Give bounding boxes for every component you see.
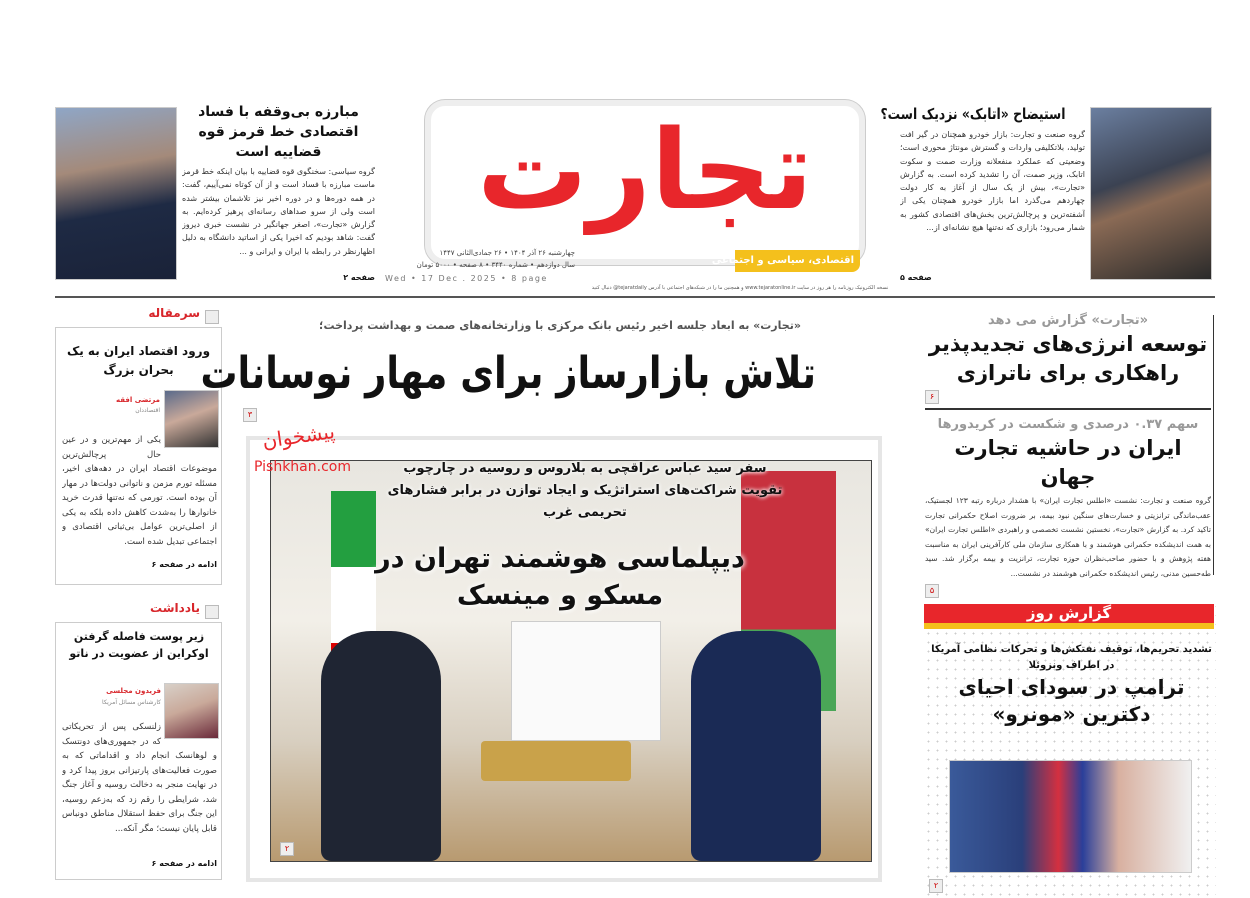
photo-story-page[interactable]: ۲ <box>280 842 294 856</box>
editorial-section-marker <box>205 310 219 324</box>
lead-kicker <box>250 318 870 334</box>
top-right-title-text: استیضاح «اتابک» نزدیک است؟ <box>880 105 1066 123</box>
top-right-story <box>880 104 1085 284</box>
top-right-title[interactable] <box>880 104 1085 124</box>
top-left-body: گروه سیاسی: سخنگوی قوه قضاییه با بیان اینکه خط قرمز ماست مبارزه با فساد است و از آن کوتاه نمی‌آییم، گفت: در همه دوره‌ها و در دوره اخیر نیز تلاشمان بیشتر شده است ولی از سرو صداهای رسانه‌ای پرهیز کرده‌ایم. به گزارش «تجارت»، اصغر جهانگیر در نشست خبری دیروز گفت: شاهد بودیم که اخیرا یکی از اساتید دانشگاه به دلیل اظهارنظر در رابطه با ایران و ایرانی و ... <box>182 167 375 256</box>
note-body-text: زلنسکی پس از تحریکاتی که در جمهوری‌های دونتسک و لوهانسک انجام داد و اقداماتی که به صورت فعالیت‌های پارتیزانی بروز پیدا کرد و در نهایت منجر به دخالت روسیه و آغاز جنگ شد، شرایطی را رقم زد که به‌زعم روسیه، این جنگ برای حفظ استقلال مناطق دونباس قابل پایان نیست؛ مگر آنکه... <box>62 722 217 834</box>
masthead-divider <box>55 296 1215 298</box>
lead-kicker-text: «تجارت» به ابعاد جلسه اخیر رئیس بانک مرکزی با وزارتخانه‌های صمت و بهداشت پرداخت؛ <box>319 319 801 332</box>
note-title[interactable]: زیر پوست فاصله گرفتن اوکراین از عضویت در ناتو <box>69 630 209 660</box>
note-author-role: کارشناس مسائل آمریکا <box>102 699 161 706</box>
right-column <box>925 312 1211 598</box>
report-kicker1 <box>929 642 1214 658</box>
issue-fa: سال دوازدهم • شماره ۳۴۴۰ • ۸ صفحه • ۵۰۰۰ تومان <box>416 261 575 269</box>
photo-story-frame <box>246 436 882 882</box>
note-box <box>55 622 222 880</box>
report-photo <box>949 760 1192 873</box>
table <box>481 741 631 781</box>
note-more[interactable]: ادامه در صفحه ۶ <box>151 859 217 868</box>
right1-headline[interactable] <box>925 330 1211 388</box>
lead-headline-text: تلاش بازارساز برای مهار نوسانات <box>200 348 816 399</box>
fireplace <box>511 621 661 741</box>
right2-headline[interactable]: ایران در حاشیه تجارت جهان <box>954 436 1182 489</box>
watermark-en: Pishkhan.com <box>254 459 351 475</box>
report-kicker2: در اطراف ونزوئلا <box>1028 660 1115 671</box>
report-text <box>929 642 1214 728</box>
top-left-title[interactable]: مبارزه بی‌وقفه با فساد اقتصادی خط قرمز قوه قضاییه است <box>198 104 359 160</box>
watermark <box>252 419 372 485</box>
tagline: اقتصادی، سیاسی و اجتماعی <box>711 255 854 266</box>
report-box <box>924 602 1216 898</box>
watermark-fa: پیشخوان <box>260 419 337 453</box>
top-right-page[interactable]: صفحه ۵ <box>900 273 932 282</box>
note-author: فریدون مجلسی <box>106 687 161 695</box>
note-body <box>62 720 217 853</box>
right-divider <box>925 408 1211 410</box>
right1-page[interactable]: ۶ <box>925 390 939 404</box>
right2-body: گروه صنعت و تجارت: نشست «اطلس تجارت ایران» با هشدار درباره رتبه ۱۲۳ لجستیک، عقب‌ماندگی ترانزیتی و خسارت‌های سنگین نبود بیمه، بر ضرورت اصلاح حکمرانی تجارت تاکید کرد. به گزارش «تجارت»، نخستین نشست تخصصی و راهبردی «اطلس تجارت ایران» به همت اندیشکده حکمرانی هوشمند و با همکاری سازمان ملی کارآفرینی ایران به مناسبت هفته پژوهش و با حضور صاحب‌نظران حوزه تجارت، ترانزیت و بیمه برگزار شد. سید طه‌حسین مدنی، رئیس اندیشکده حکمرانی هوشمند در نشست... <box>925 496 1211 578</box>
note-section: یادداشت <box>150 601 200 615</box>
person-left <box>321 631 441 861</box>
lead-page[interactable]: ۳ <box>243 408 257 422</box>
report-page[interactable]: ۲ <box>929 879 943 893</box>
report-kicker1-text: تشدید تحریم‌ها، توقیف نفتکش‌ها و تحرکات نظامی آمریکا <box>931 644 1212 655</box>
web-note-text: نسخه الکترونیک روزنامه را هر روز در سایت www.tejaratonline.ir و همچنین ما را در شبکه‌های اجتماعی با آدرس tejaratdaily@ دنبال کنید <box>591 285 889 291</box>
top-right-body: گروه صنعت و تجارت: بازار خودرو همچنان در گیر افت تولید، بلاتکلیفی واردات و گسترش مونتاژ محوری است؛ وضعیتی که عملکرد منفعلانه وزارت صمت و سکوت اتابک، وزیر صمت، آن را تشدید کرده است. به گزارش «تجارت»، بیش از یک سال از آغاز به کار دولت چهاردهم می‌گذرد اما بازار خودرو همچنان یکی از آشفته‌ترین و پرچالش‌ترین بخش‌های اقتصادی کشور به شمار می‌رود؛ بازاری که نه‌تنها هیچ نشانه‌ای از... <box>900 130 1085 233</box>
photo-story-headline[interactable]: دیپلماسی هوشمند تهران در مسکو و مینسک <box>375 543 745 611</box>
editorial-body <box>62 433 217 553</box>
editorial-author-role: اقتصاددان <box>135 407 160 414</box>
report-section-bar <box>924 604 1214 629</box>
editorial-more[interactable]: ادامه در صفحه ۶ <box>151 560 217 569</box>
person-right <box>691 631 821 861</box>
right1-headline-text: توسعه انرژی‌های تجدیدپذیر راهکاری برای ناترازی <box>928 332 1208 385</box>
note-section-marker <box>205 605 219 619</box>
photo-story-subtitle: سفر سید عباس عراقچی به بلاروس و روسیه در چارچوب تقویت شراکت‌های استراتژیک و ایجاد توازن در برابر فشارهای تحریمی غرب <box>387 461 783 520</box>
top-left-photo <box>55 107 177 280</box>
right2-page[interactable]: ۵ <box>925 584 939 598</box>
editorial-author: مرتضی افقه <box>116 396 160 404</box>
tagline-bar <box>711 250 860 272</box>
right1-kicker: «تجارت» گزارش می دهد <box>988 313 1148 328</box>
logo-text: تجارت <box>477 106 813 234</box>
top-left-story <box>182 102 375 284</box>
report-section: گزارش روز <box>1026 604 1112 622</box>
right-column-rule <box>1213 315 1214 575</box>
editorial-body-text: یکی از مهم‌ترین و در عین حال پرچالش‌ترین موضوعات اقتصاد ایران در دهه‌های اخیر، مسئله تورم مزمن و ناتوانی دولت‌ها در مهار آن بوده است. تورمی که نه‌تنها قدرت خرید خانوارها را به‌شدت کاهش داده بلکه به یکی از اصلی‌ترین عوامل بی‌ثباتی اقتصادی و اجتماعی تبدیل شده است. <box>62 435 217 547</box>
top-right-photo <box>1090 107 1212 280</box>
date-en: Wed • 17 Dec . 2025 • 8 page <box>385 274 548 283</box>
editorial-section: سرمقاله <box>148 306 200 320</box>
web-note[interactable] <box>575 284 905 293</box>
lead-headline[interactable] <box>200 342 875 406</box>
masthead <box>385 100 889 295</box>
report-headline[interactable]: ترامپ در سودای احیای دکترین «مونرو» <box>958 675 1185 726</box>
editorial-title[interactable]: ورود اقتصاد ایران به یک بحران بزرگ <box>66 344 211 377</box>
date-fa: چهارشنبه ۲۶ آذر ۱۴۰۴ • ۲۶ جمادی‌الثانی ۱۴۴۷ <box>439 249 575 257</box>
right2-kicker: سهم ۰.۳۷ درصدی و شکست در کریدورها <box>937 417 1199 432</box>
top-left-page[interactable]: صفحه ۲ <box>343 273 375 282</box>
